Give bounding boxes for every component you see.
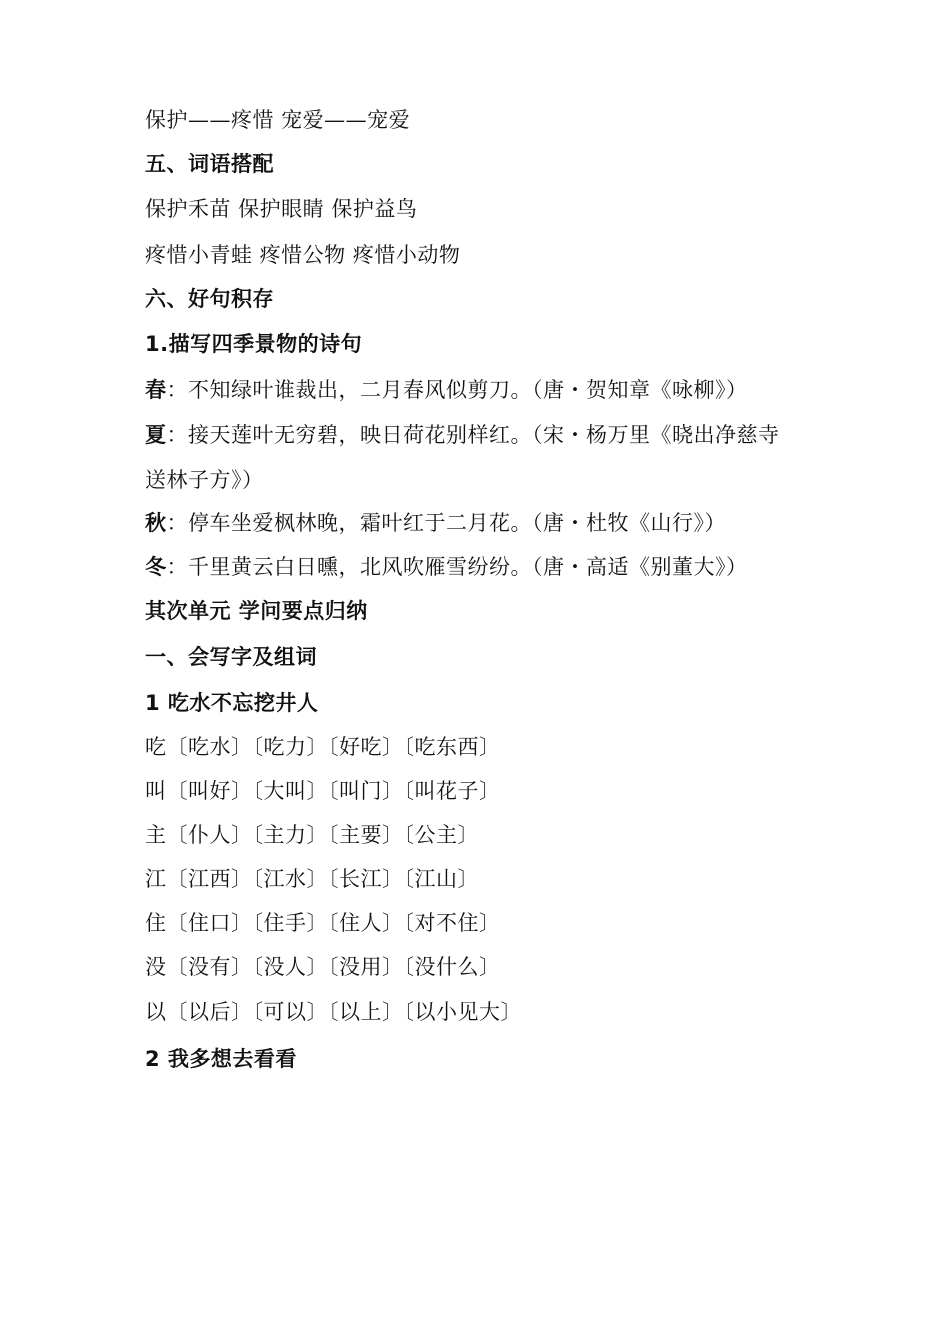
poem-line-summer bbox=[145, 421, 780, 449]
section-heading-writing-characters: 一、会写字及组词 bbox=[145, 645, 317, 669]
word-group-line: 没〔没有〕〔没人〕〔没用〕〔没什么〕 bbox=[145, 955, 501, 979]
word-group-line: 叫〔叫好〕〔大叫〕〔叫门〕〔叫花子〕 bbox=[145, 779, 501, 803]
lesson-heading-2: 2 我多想去看看 bbox=[145, 1047, 297, 1071]
poem-line-summer-continued: 送林子方》） bbox=[145, 468, 264, 492]
poem-line-winter bbox=[145, 553, 748, 581]
poem-text-autumn: ：停车坐爱枫林晚，霜叶红于二月花。（唐・杜牧《山行》） bbox=[166, 511, 726, 535]
poem-text-winter: ：千里黄云白日曛，北风吹雁雪纷纷。（唐・高适《别董大》） bbox=[166, 555, 748, 579]
poem-line-spring bbox=[145, 376, 748, 404]
season-label-autumn: 秋 bbox=[145, 511, 167, 535]
section-heading-word-collocation: 五、词语搭配 bbox=[145, 152, 274, 176]
collocation-line-cherish: 疼惜小青蛙 疼惜公物 疼惜小动物 bbox=[145, 243, 461, 267]
word-group-line: 以〔以后〕〔可以〕〔以上〕〔以小见大〕 bbox=[145, 1000, 522, 1024]
word-group-line: 江〔江西〕〔江水〕〔长江〕〔江山〕 bbox=[145, 867, 479, 891]
word-group-line: 吃〔吃水〕〔吃力〕〔好吃〕〔吃东西〕 bbox=[145, 735, 501, 759]
word-group-line: 住〔住口〕〔住手〕〔住人〕〔对不住〕 bbox=[145, 911, 501, 935]
poem-text-summer: ：接天莲叶无穷碧，映日荷花别样红。（宋・杨万里《晓出净慈寺 bbox=[166, 423, 780, 447]
poem-line-autumn bbox=[145, 509, 726, 537]
antonym-pairs-line: 保护——疼惜 宠爱——宠爱 bbox=[145, 108, 411, 132]
poem-text-spring: ：不知绿叶谁裁出，二月春风似剪刀。（唐・贺知章《咏柳》） bbox=[166, 378, 748, 402]
lesson-heading-1: 1 吃水不忘挖井人 bbox=[145, 691, 319, 715]
season-label-winter: 冬 bbox=[145, 555, 167, 579]
section-heading-good-sentences: 六、好句积存 bbox=[145, 287, 274, 311]
season-label-summer: 夏 bbox=[145, 423, 167, 447]
unit-heading: 其次单元 学问要点归纳 bbox=[145, 599, 368, 623]
collocation-line-protect: 保护禾苗 保护眼睛 保护益鸟 bbox=[145, 197, 418, 221]
subheading-season-poems: 1.描写四季景物的诗句 bbox=[145, 332, 363, 356]
season-label-spring: 春 bbox=[145, 378, 167, 402]
word-group-line: 主〔仆人〕〔主力〕〔主要〕〔公主〕 bbox=[145, 823, 479, 847]
